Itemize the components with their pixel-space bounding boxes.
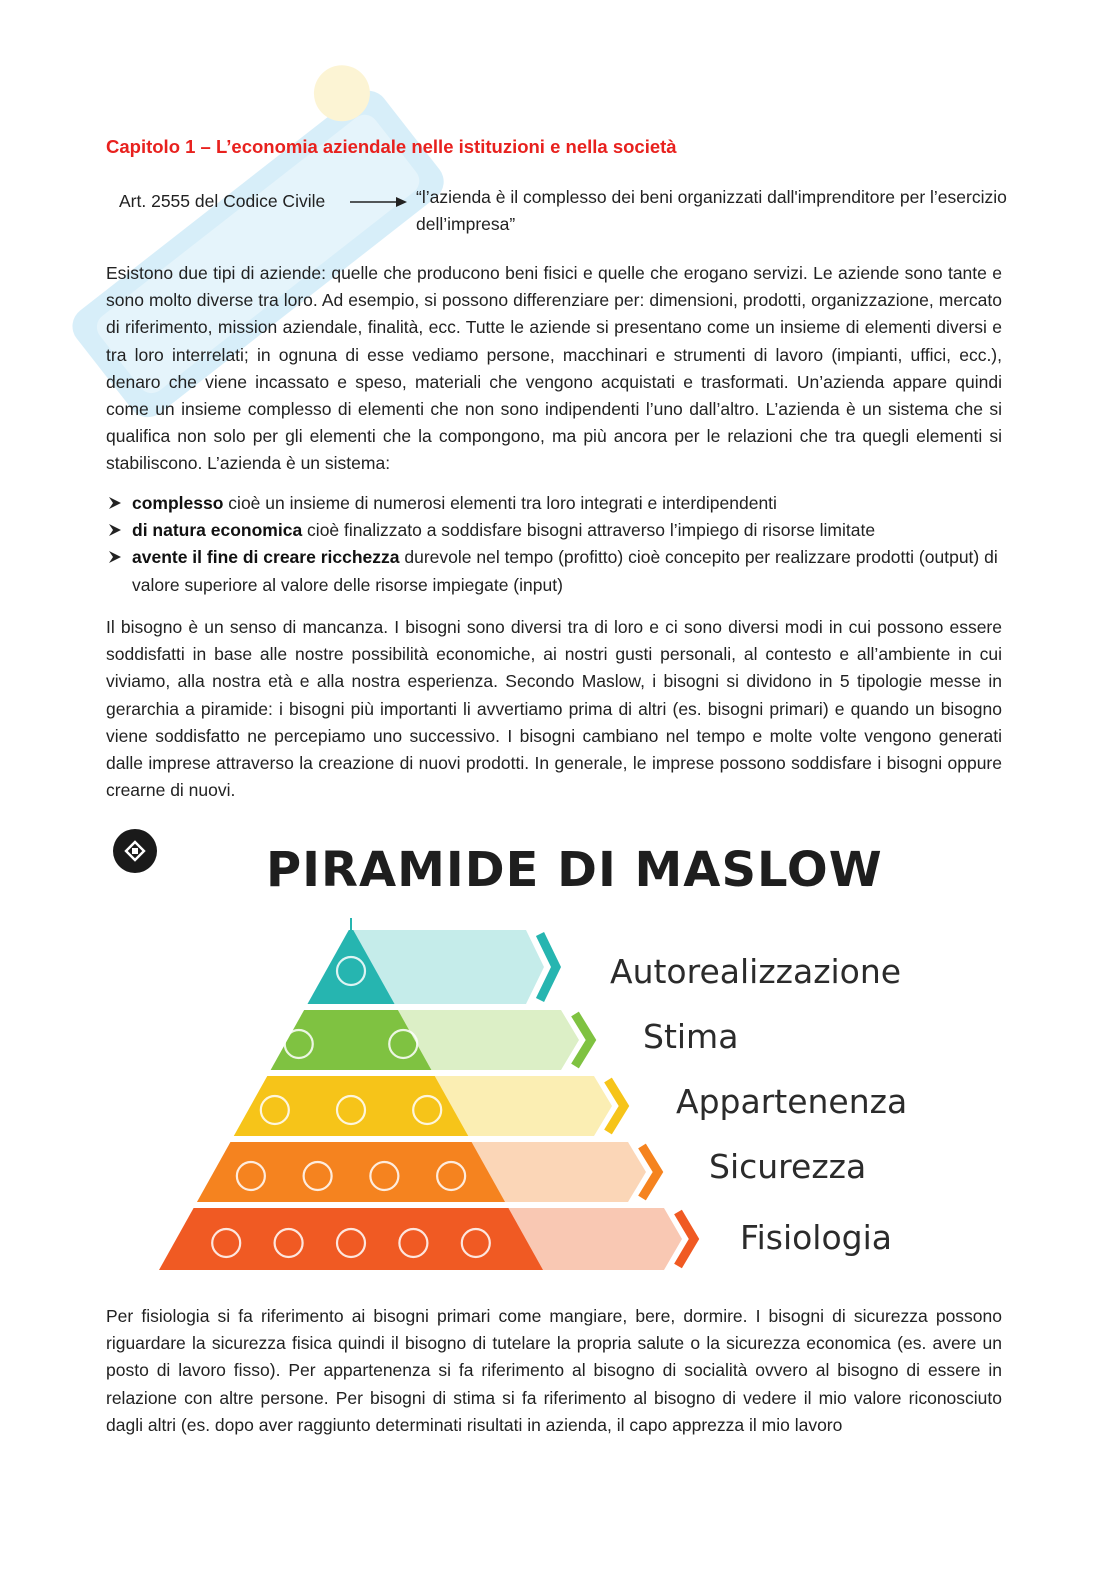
chapter-title: Capitolo 1 – L’economia aziendale nelle istituzioni e nella società: [106, 136, 677, 157]
list-item-text: durevole nel tempo (profitto) cioè concepito per realizzare prodotti (output) di valore superiore al valore delle risorse impiegate (input): [132, 547, 998, 595]
pyramid-layer-3: [197, 1142, 505, 1202]
level-label-autorealizzazione: Autorealizzazione: [610, 952, 902, 991]
level-label-stima: Stima: [643, 1017, 739, 1056]
arrow-bullet-icon: [108, 550, 122, 564]
figure-title: PIRAMIDE DI MASLOW: [266, 842, 883, 898]
maslow-pyramid-figure: [106, 818, 1006, 1288]
arrow-bullet-icon: [108, 523, 122, 537]
system-traits-list: [106, 490, 1002, 599]
list-item-term: complesso: [132, 493, 224, 513]
definition-quote: “l’azienda è il complesso dei beni organizzati dall'imprenditore per l’esercizio dell’impresa”: [416, 187, 1007, 234]
brand-badge-icon: [113, 829, 157, 873]
list-item: [106, 517, 1002, 544]
list-item: [106, 544, 1002, 598]
paragraph-levels: Per fisiologia si fa riferimento ai bisogni primari come mangiare, bere, dormire. I bisogni di sicurezza possono riguardare la sicurezza fisica quindi il bisogno di tutelare la propria salute o la sicurezza economica (es. avere un posto di lavoro fisso). Per appartenenza si fa riferimento al bisogno di socialità ovvero al bisogno di essere in relazione con altre persone. Per bisogni di stima si fa riferimento al bisogno di vedere il mio valore riconosciuto dagli altri (es. dopo aver raggiunto determinati risultati in azienda, il capo apprezza il mio lavoro: [106, 1306, 1002, 1435]
level-label-appartenenza: Appartenenza: [676, 1082, 908, 1121]
list-item-term: di natura economica: [132, 520, 303, 541]
arrow-bullet-icon: [108, 496, 122, 510]
level-label-sicurezza: Sicurezza: [709, 1147, 867, 1186]
pyramid-layer-2: [234, 1076, 468, 1136]
list-item-text: cioè un insieme di numerosi elementi tra loro integrati e interdipendenti: [223, 493, 777, 513]
definition-label: Art. 2555 del Codice Civile: [119, 191, 326, 211]
level-label-fisiologia: Fisiologia: [740, 1218, 892, 1257]
paragraph-needs: Il bisogno è un senso di mancanza. I bisogni sono diversi tra di loro e ci sono diversi modi in cui possono essere soddisfatti in base alle nostre possibilità economiche, ai nostri gusti personali, al contesto e all’ambiente in cui viviamo, alla nostra età e alla nostra esperienza. Secondo Maslow, i bisogni si dividono in 5 tipologie messe in gerarchia a piramide: i bisogni più importanti li avvertiamo prima di altri (es. bisogni primari) e quando un bisogno viene soddisfatto ne percepiamo uno successivo. I bisogni cambiano nel tempo e molte volte vengono generati dalle imprese attraverso la creazione di nuovi prodotti. In generale, le imprese possono soddisfare i bisogni oppure crearne di nuovi.: [106, 617, 1002, 801]
list-item-text: cioè finalizzato a soddisfare bisogni attraverso l’impiego di risorse limitate: [302, 520, 876, 541]
list-item-term: avente il fine di creare ricchezza: [132, 547, 400, 568]
arrow-right-icon: [350, 194, 408, 210]
paragraph-intro: Esistono due tipi di aziende: quelle che producono beni fisici e quelle che erogano servizi. Le aziende sono tante e sono molto diverse tra loro. Ad esempio, si possono differenziare per: dimensioni, prodotti, organizzazione, mercato di riferimento, mission aziendale, finalità, ecc. Tutte le aziende si presentano come un insieme di elementi diversi e tra loro interrelati; in ognuna di esse vediamo persone, macchinari e strumenti di lavoro (impianti, uffici, ecc.), denaro che viene incassato e speso, materiali che vengono acquistati e trasformati. Un’azienda appare quindi come un insieme complesso di elementi che non sono indipendenti l’uno dall’altro. L’azienda è un sistema che si qualifica non solo per gli elementi che la compongono, ma più ancora per le relazioni che tra quegli elementi si stabiliscono. L’azienda è un sistema:: [106, 263, 1002, 474]
list-item: [106, 490, 1002, 517]
pyramid-layer-4: [159, 1208, 543, 1270]
